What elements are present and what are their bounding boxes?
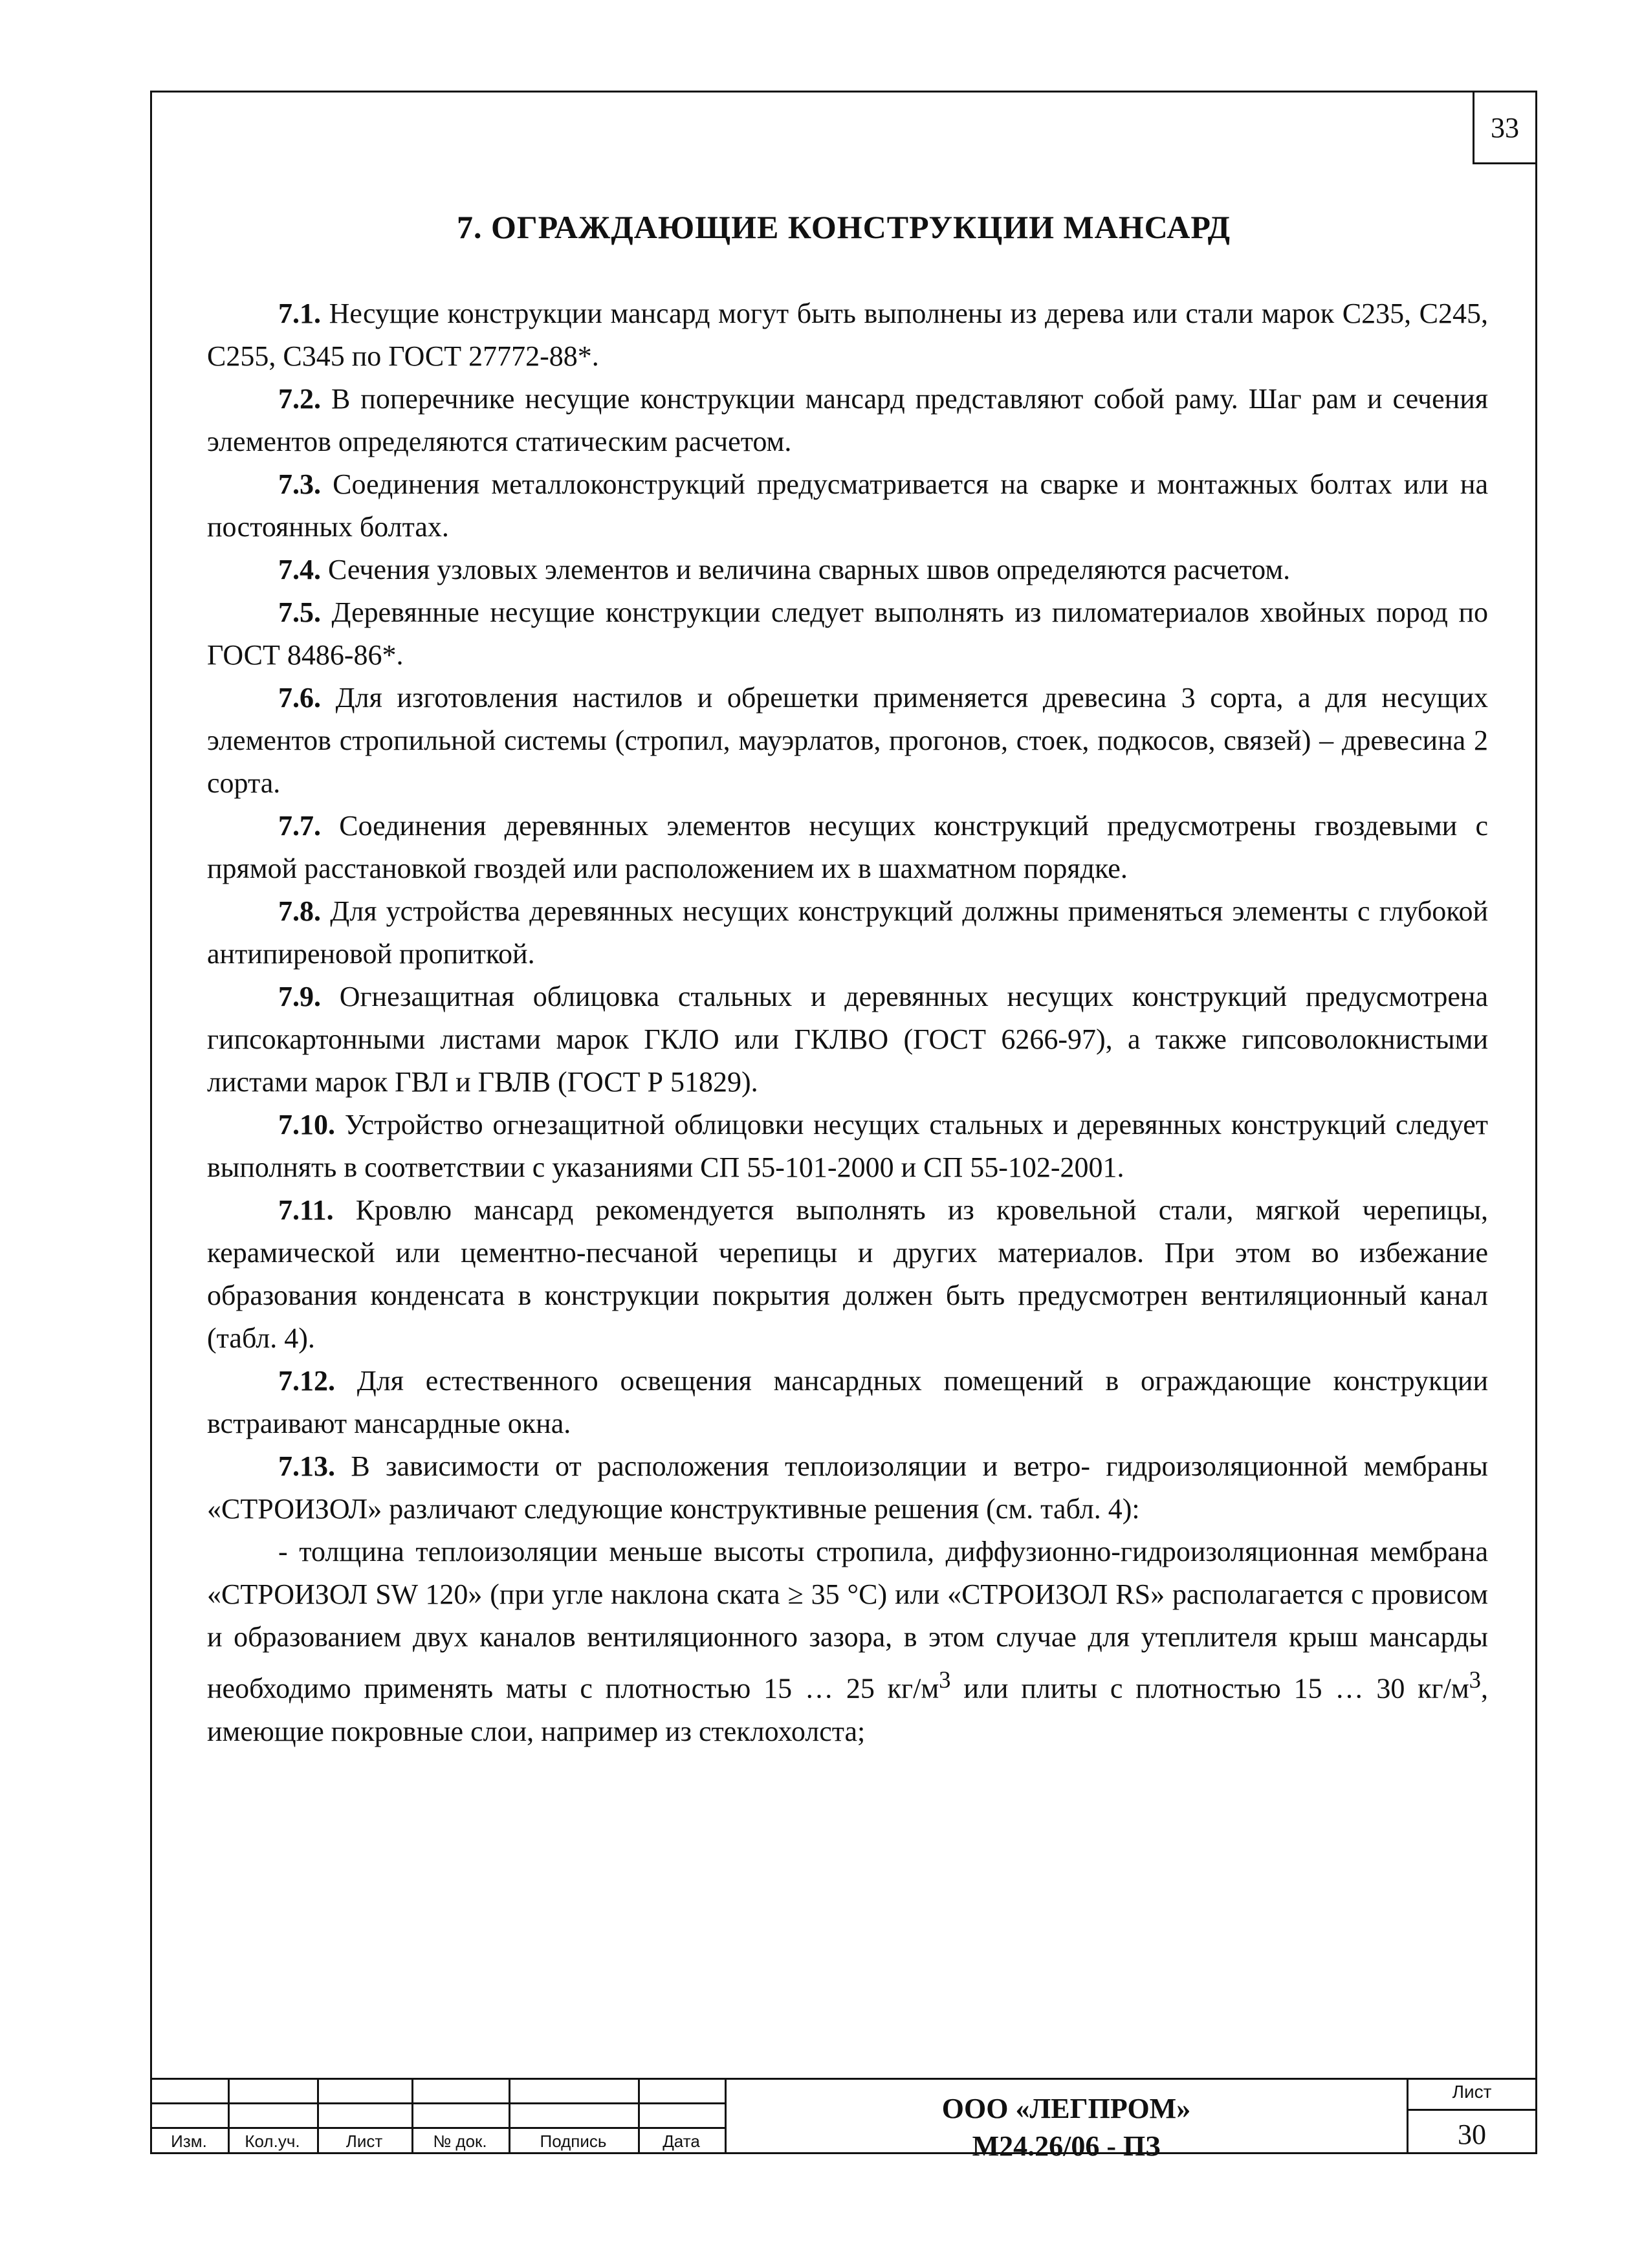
clause-text: Для устройства деревянных несущих конструкций должны применяться элементы с глубокой антипиреновой пропиткой. [207,895,1488,970]
paragraph-7-2 [207,378,1488,463]
list-item-insulation [207,1531,1488,1753]
clause-number: 7.8. [278,895,321,927]
clause-text: Соединения деревянных элементов несущих конструкций предусмотрены гвоздевыми с прямой расстановкой гвоздей или расположением их в шахматном порядке. [207,810,1488,884]
paragraph-7-3 [207,463,1488,549]
paragraph-7-4 [207,549,1488,591]
paragraph-7-6 [207,677,1488,805]
title-block [150,2078,1537,2162]
clause-number: 7.3. [278,468,321,500]
organization-name: ООО «ЛЕГПРОМ» [941,2093,1191,2124]
superscript: 3 [1469,1666,1481,1693]
clause-text: Огнезащитная облицовка стальных и деревянных несущих конструкций предусмотрена гипсокартонными листами марок ГКЛО или ГКЛВО (ГОСТ 6266-97), а также гипсоволокнистыми листами марок ГВЛ и ГВЛВ (ГОСТ Р 51829). [207,981,1488,1098]
body-text [207,292,1488,1753]
paragraph-7-1 [207,292,1488,378]
stamp-label-doc-number: № док. [433,2131,487,2151]
paragraph-7-8 [207,890,1488,976]
clause-number: 7.2. [278,383,321,415]
paragraph-7-11 [207,1189,1488,1360]
clause-number: 7.1. [278,298,321,329]
corner-page-number: 33 [1473,93,1535,164]
list-text-part: , имеющие покровные слои, например из стеклохолста; [207,1672,1488,1747]
clause-number: 7.9. [278,981,321,1012]
paragraph-7-5 [207,591,1488,677]
clause-text: Для изготовления настилов и обрешетки применяется древесина 3 сорта, а для несущих элементов стропильной системы (стропил, мауэрлатов, прогонов, стоек, подкосов, связей) – древесина 2 сорта. [207,682,1488,799]
paragraph-7-10 [207,1104,1488,1189]
paragraph-7-13 [207,1445,1488,1531]
stamp-label-count: Кол.уч. [245,2131,300,2151]
clause-text: Сечения узловых элементов и величина сварных швов определяются расчетом. [321,554,1291,585]
clause-text: В поперечнике несущие конструкции мансард представляют собой раму. Шаг рам и сечения элементов определяются статическим расчетом. [207,383,1488,457]
stamp-label-date: Дата [663,2131,700,2151]
sheet-number: 30 [1458,2119,1486,2150]
paragraph-7-12 [207,1360,1488,1445]
clause-number: 7.10. [278,1109,335,1140]
list-text-part: - толщина теплоизоляции меньше высоты стропила, диффузионно-гидроизоляционная мембрана «СТРОИЗОЛ SW 120» (при угле наклона ската ≥ 35 °С) или «СТРОИЗОЛ RS» располагается с провисом и образованием двух каналов вентиляционного зазора, в этом случае для утеплителя крыш мансарды необходимо применять маты с плотностью 15 … 25 кг/м [207,1536,1488,1705]
clause-number: 7.4. [278,554,321,585]
clause-text: Деревянные несущие конструкции следует выполнять из пиломатериалов хвойных пород по ГОСТ 8486-86*. [207,596,1488,671]
superscript: 3 [939,1666,951,1693]
clause-text: Устройство огнезащитной облицовки несущих стальных и деревянных конструкций следует выполнять в соответствии с указаниями СП 55-101-2000 и СП 55-102-2001. [207,1109,1488,1183]
clause-text: Соединения металлоконструкций предусматривается на сварке и монтажных болтах или на постоянных болтах. [207,468,1488,543]
section-heading: 7. ОГРАЖДАЮЩИЕ КОНСТРУКЦИИ МАНСАРД [456,209,1231,245]
stamp-label-signature: Подпись [540,2131,607,2151]
grid-line [1407,2109,1537,2111]
list-text-part: или плиты с плотностью 15 … 30 кг/м [950,1672,1469,1705]
stamp-label-change: Изм. [171,2131,207,2151]
clause-text: Несущие конструкции мансард могут быть выполнены из дерева или стали марок С235, С245, С255, С345 по ГОСТ 27772-88*. [207,298,1488,372]
clause-number: 7.12. [278,1365,335,1397]
clause-text: Для естественного освещения мансардных помещений в ограждающие конструкции встраивают мансардные окна. [207,1365,1488,1439]
paragraph-7-7 [207,805,1488,890]
sheet-label: Лист [1452,2082,1492,2102]
stamp-label-sheet: Лист [345,2131,383,2151]
clause-text: В зависимости от расположения теплоизоляции и ветро- гидроизоляционной мембраны «СТРОИЗОЛ» различают следующие конструктивные решения (см. табл. 4): [207,1450,1488,1525]
clause-number: 7.13. [278,1450,335,1482]
clause-text: Кровлю мансард рекомендуется выполнять из кровельной стали, мягкой черепицы, керамической или цементно-песчаной черепицы и других материалов. При этом во избежание образования конденсата в конструкции покрытия должен быть предусмотрен вентиляционный канал (табл. 4). [207,1194,1488,1354]
clause-number: 7.5. [278,596,321,628]
document-code: М24.26/06 - ПЗ [972,2130,1161,2162]
clause-number: 7.7. [278,810,321,842]
clause-number: 7.6. [278,682,321,714]
clause-number: 7.11. [278,1194,334,1226]
paragraph-7-9 [207,976,1488,1104]
